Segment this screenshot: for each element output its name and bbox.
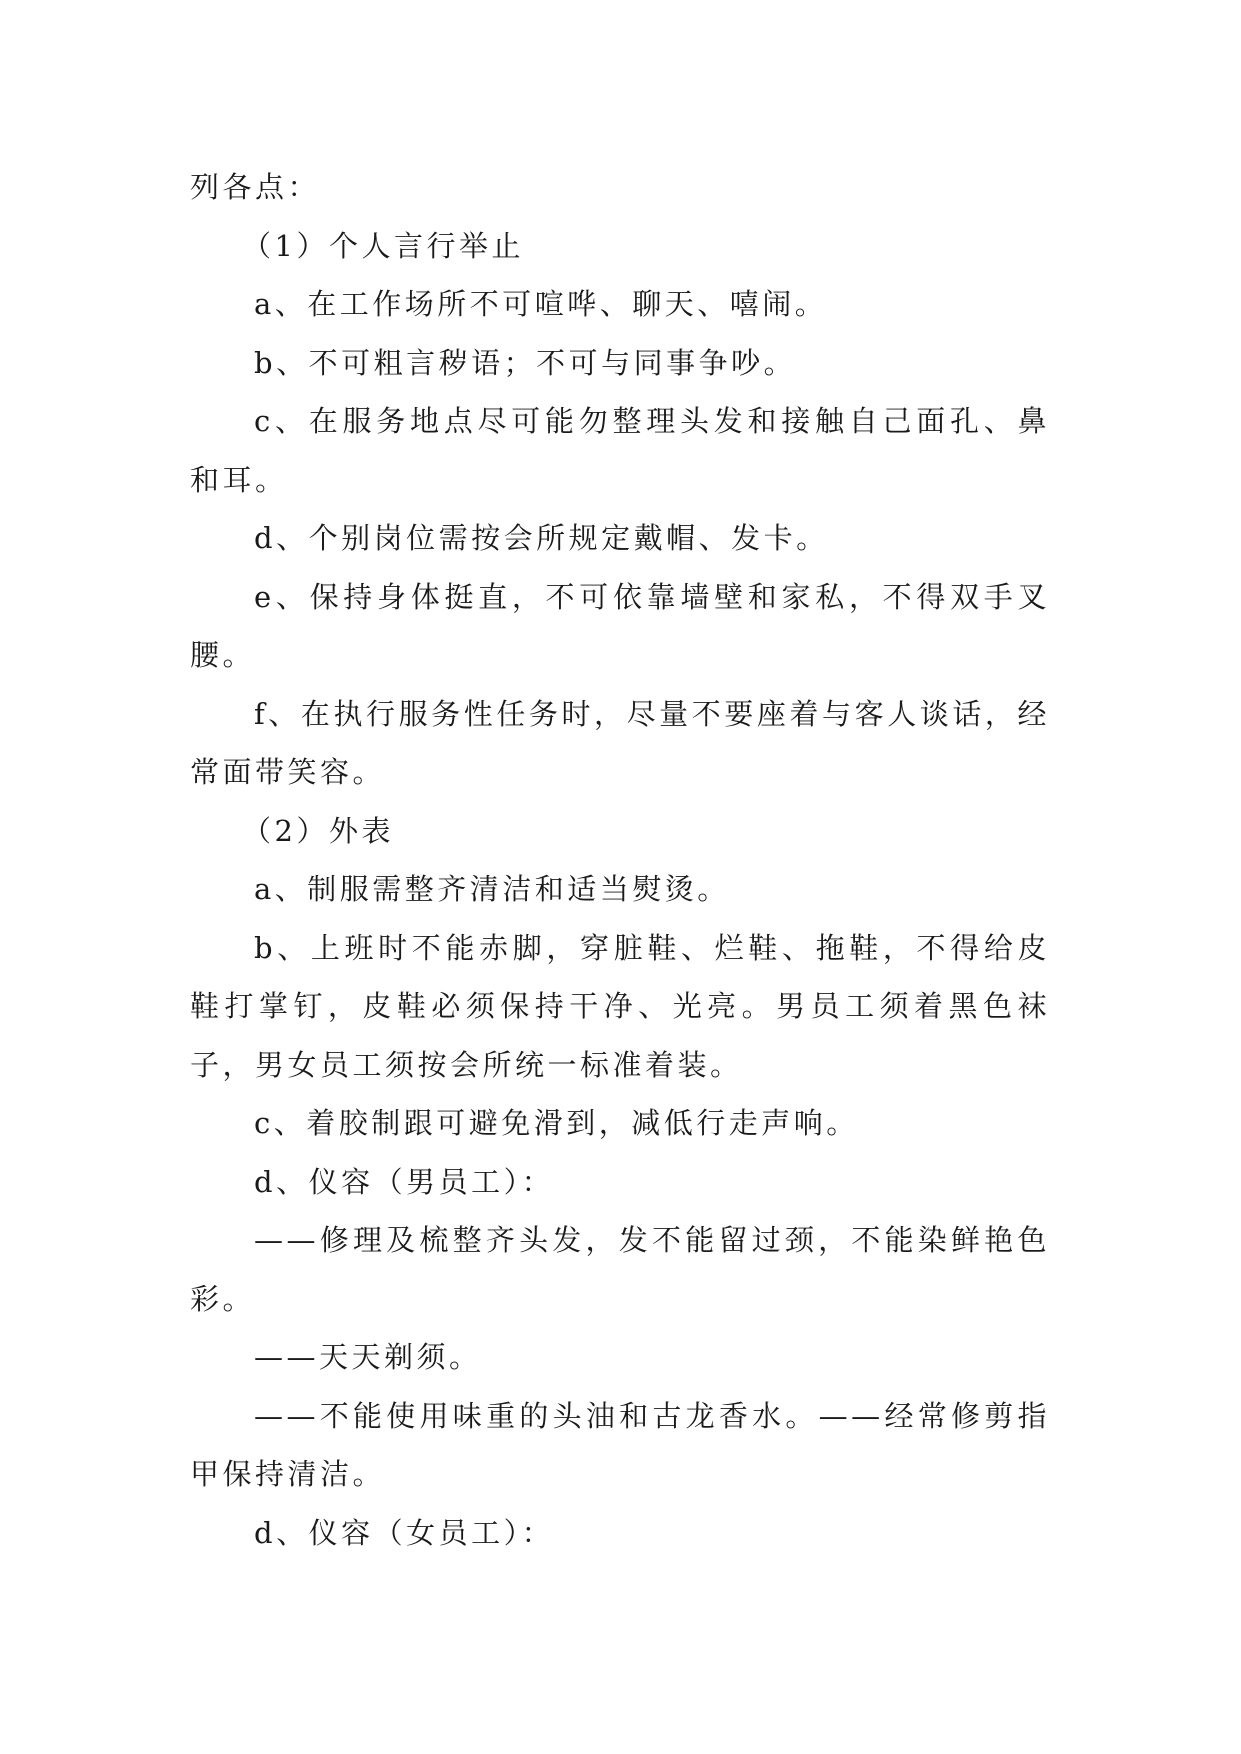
rule-item: e、保持身体挺直，不可依靠墙壁和家私，不得双手叉腰。 (190, 579, 1050, 672)
grooming-item: ——修理及梳整齐头发，发不能留过颈，不能染鲜艳色彩。 (190, 1223, 1050, 1316)
rule-item: b、上班时不能赤脚，穿脏鞋、烂鞋、拖鞋，不得给皮鞋打掌钉，皮鞋必须保持干净、光亮。男员工须着黑色袜子，男女员工须按会所统一标准着装。 (190, 930, 1050, 1082)
grooming-item: ——天天剃须。 (254, 1340, 482, 1374)
section-heading-appearance: （2）外表 (242, 813, 394, 848)
rule-item: d、仪容（男员工）： (254, 1164, 555, 1199)
rule-item: c、在服务地点尽可能勿整理头发和接触自己面孔、鼻和耳。 (190, 404, 1050, 497)
rule-item: d、个别岗位需按会所规定戴帽、发卡。 (254, 521, 829, 555)
rule-item: d、仪容（女员工）： (254, 1515, 555, 1550)
rule-item: a、在工作场所不可喧哗、聊天、嘻闹。 (254, 287, 828, 321)
body-text (190, 158, 1050, 1562)
rule-item: c、着胶制跟可避免滑到，减低行走声响。 (254, 1106, 859, 1140)
rule-item: f、在执行服务性任务时，尽量不要座着与客人谈话，经常面带笑容。 (190, 696, 1050, 789)
paragraph-intro: 列各点： (190, 170, 321, 204)
section-heading-conduct: （1）个人言行举止 (242, 228, 524, 263)
rule-item: b、不可粗言秽语；不可与同事争吵。 (254, 345, 797, 380)
rule-item: a、制服需整齐清洁和适当熨烫。 (254, 872, 730, 906)
grooming-item: ——不能使用味重的头油和古龙香水。——经常修剪指甲保持清洁。 (190, 1398, 1050, 1491)
